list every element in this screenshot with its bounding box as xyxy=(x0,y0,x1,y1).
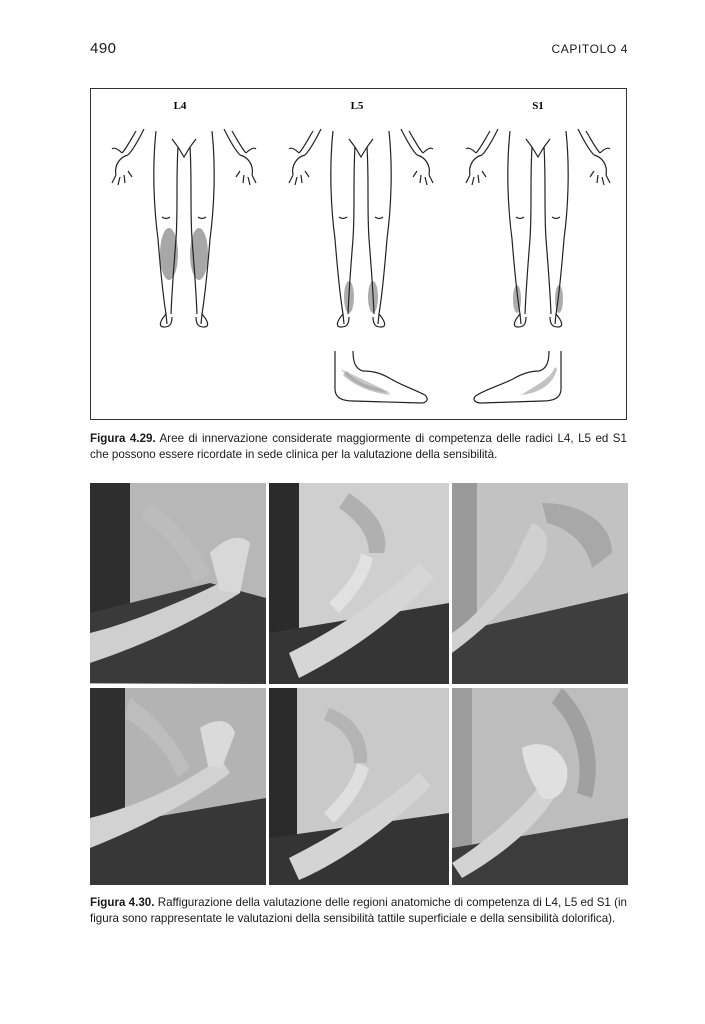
figure-430-caption xyxy=(90,895,627,927)
dermatome-s1-figure xyxy=(466,129,610,327)
figure-429-label: Figura 4.29. xyxy=(90,432,156,445)
photo-6 xyxy=(452,688,628,885)
dermatome-figure xyxy=(90,88,627,420)
figure-430-caption-text: Raffigurazione della valutazione delle regioni anatomiche di competenza di L4, L5 ed S1 (in figura sono rappresentate le valutazioni della sensibilità tattile superficiale e della sensibilità dolorifica). xyxy=(90,896,628,925)
photo-5 xyxy=(269,688,449,885)
label-s1: S1 xyxy=(532,100,544,112)
dermatome-l4-figure xyxy=(112,129,256,327)
photo-4 xyxy=(90,688,266,885)
foot-left-drawing xyxy=(335,351,427,403)
sensory-test-photo-grid xyxy=(90,483,628,885)
label-l4: L4 xyxy=(173,100,187,112)
chapter-heading: CAPITOLO 4 xyxy=(551,42,628,56)
dermatome-l5-figure xyxy=(289,129,433,327)
figure-430-label: Figura 4.30. xyxy=(90,896,155,909)
page-number: 490 xyxy=(90,40,117,57)
photo-2 xyxy=(269,483,449,684)
figure-429-caption-text: Aree di innervazione considerate maggiormente di competenza delle radici L4, L5 ed S1 che possono essere ricordate in sede clinica per la valutazione della sensibilità. xyxy=(90,432,627,461)
foot-right-drawing xyxy=(474,351,561,403)
dermatome-drawing xyxy=(91,89,628,421)
photo-1 xyxy=(90,483,266,684)
figure-429-caption xyxy=(90,431,627,463)
photo-3 xyxy=(452,483,628,684)
label-l5: L5 xyxy=(350,100,364,112)
